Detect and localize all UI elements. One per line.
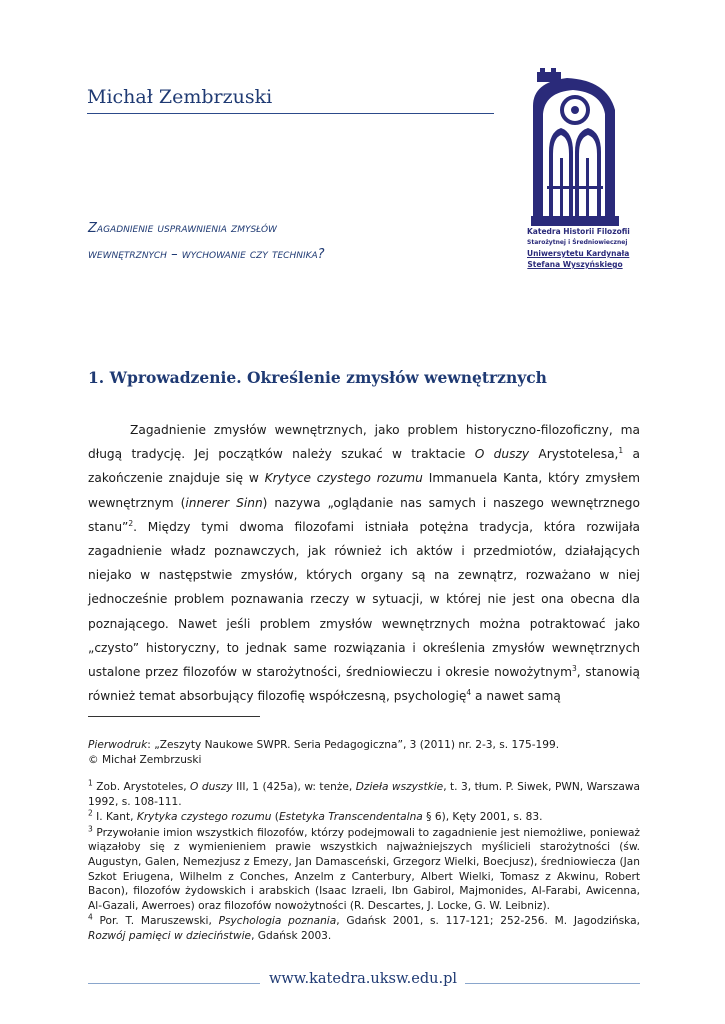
title-line-2: wewnętrznych – wychowanie czy technika? — [88, 247, 325, 262]
footnote-italic: Estetyka Transcendentalna — [278, 811, 423, 824]
footer-rule-left — [88, 983, 260, 984]
logo-caption — [527, 226, 630, 270]
first-print-note — [88, 738, 640, 767]
footnote-text: III, 1 (425a), w: tenże, — [232, 781, 356, 793]
department-logo — [527, 66, 630, 288]
body-paragraph — [88, 418, 640, 708]
footnote-text: , t. 3, tłum. P. Siwek, PWN, Warszawa 1992, s. 108-111. — [88, 781, 640, 808]
logo-line-4: Stefana Wyszyńskiego — [527, 260, 623, 269]
body-text-run: a zakończenie znajduje się w — [88, 447, 640, 486]
body-text-run: a nawet samą — [471, 689, 561, 704]
body-italic-run: innerer Sinn — [185, 495, 263, 510]
footnote-3 — [88, 826, 640, 914]
footnote-italic: Psychologia poznania — [218, 915, 337, 928]
first-print-label: Pierwodruk — [88, 739, 148, 751]
footnote-ref[interactable]: 3 — [571, 663, 577, 673]
footnote-ref[interactable]: 4 — [466, 688, 472, 698]
footnote-text: ( — [271, 811, 279, 824]
footnote-text: , Gdańsk 2001, s. 117-121; 252-256. M. Jagodzińska, — [336, 915, 640, 928]
footnote-italic: Dzieła wszystkie — [355, 781, 444, 793]
body-text-run: Immanuela Kanta, który zmysłem wewnętrznym ( — [88, 471, 640, 510]
logo-line-3: Uniwersytetu Kardynała — [527, 249, 630, 258]
footnote-ref[interactable]: 2 — [128, 518, 134, 528]
footer-rule-right — [465, 983, 640, 984]
footnote-text: , Gdańsk 2003. — [251, 929, 332, 942]
title-line-1: Zagadnienie usprawnienia zmysłów — [88, 221, 277, 236]
footnote-4 — [88, 914, 640, 943]
footnote-number: 3 — [88, 824, 93, 834]
footnote-text: Por. T. Maruszewski, — [92, 915, 219, 928]
footnote-text: § 6), Kęty 2001, s. 83. — [422, 811, 543, 824]
footnote-1 — [88, 780, 640, 809]
logo-line-1: Katedra Historii Filozofii — [527, 227, 630, 236]
footnote-italic: Rozwój pamięci w dzieciństwie — [88, 929, 252, 942]
author-name: Michał Zembrzuski — [87, 86, 273, 108]
footnote-number: 1 — [88, 778, 93, 788]
footnote-number: 4 — [88, 912, 93, 922]
footnote-ref[interactable]: 1 — [618, 446, 624, 456]
footnote-number: 2 — [88, 808, 93, 818]
author-underline — [87, 113, 494, 114]
body-italic-run: Krytyce czystego rozumu — [264, 471, 423, 486]
logo-line-2: Starożytnej i Średniowiecznej — [527, 239, 628, 246]
section-heading: 1. Wprowadzenie. Określenie zmysłów wewnętrznych — [88, 368, 547, 387]
footnotes — [88, 780, 640, 944]
body-text-run: Arystotelesa, — [529, 447, 619, 462]
body-text-run: , stanowią również temat absorbujący filozofię współczesną, psychologię — [88, 665, 640, 704]
body-italic-run: O duszy — [474, 447, 530, 462]
footnote-italic: O duszy — [190, 781, 233, 793]
first-print-text: : „Zeszyty Naukowe SWPR. Seria Pedagogiczna”, 3 (2011) nr. 2-3, s. 175-199. — [147, 739, 560, 751]
footnote-text: I. Kant, — [92, 811, 137, 824]
copyright-line: © Michał Zembrzuski — [88, 753, 202, 766]
footnote-text: Zob. Arystoteles, — [92, 781, 191, 793]
body-text-run: ) nazywa „oglądanie nas samych i naszego wewnętrznego stanu” — [88, 495, 640, 534]
body-text-run: . Między tymi dwoma filozofami istniała potężna tradycja, która rozwijała zagadnienie władz poznawczych, jak również ich aktów i przedmiotów, działających niejako w następstwie zmysłów, których organy są na zewnątrz, rozważano w niej jednocześnie problem poznawania rzeczy w sytuacji, w której nie jest ona obecna dla poznającego. Nawet jeśli problem zmysłów wewnętrznych można potraktować jako „czysto” historyczny, to jednak same rozwiązania i określenia zmysłów wewnętrznych ustalone przez filozofów w starożytności, średniowieczu i okresie nowożytnym — [88, 519, 640, 680]
body-text-run: Zagadnienie zmysłów wewnętrznych, jako problem historyczno-filozoficzny, ma długą tradycję. Jej początków należy szukać w traktacie — [88, 423, 640, 462]
article-title — [88, 216, 468, 268]
footnote-2 — [88, 810, 640, 825]
footnote-text: Przywołanie imion wszystkich filozofów, którzy podejmowali to zagadnienie jest niemożliwe, ponieważ wiązałoby się z wymienieniem prawie wszystkich najważniejszych myślicieli starożytności (św. Augustyn, Galen, Nemezjusz z Emezy, Jan Damasceński, Grzegorz Wielki, Boecjusz), średniowiecza (Jan Szkot Eriugena, Wilhelm z Conches, Anzelm z Canterbury, Albert Wielki, Tomasz z Akwinu, Robert Bacon), filozofów żydowskich i arabskich (Isaac Izraeli, Ibn Gabirol, Majmonides, Al-Farabi, Awicenna, Al-Gazali, Awerroes) oraz filozofów nowożytności (R. Descartes, J. Locke, G. W. Leibniz). — [88, 826, 640, 912]
footer-url-link[interactable]: www.katedra.uksw.edu.pl — [268, 971, 458, 987]
footnote-italic: Krytyka czystego rozumu — [136, 811, 272, 824]
footnote-separator — [88, 716, 260, 717]
gothic-window-logo-icon — [527, 66, 623, 226]
